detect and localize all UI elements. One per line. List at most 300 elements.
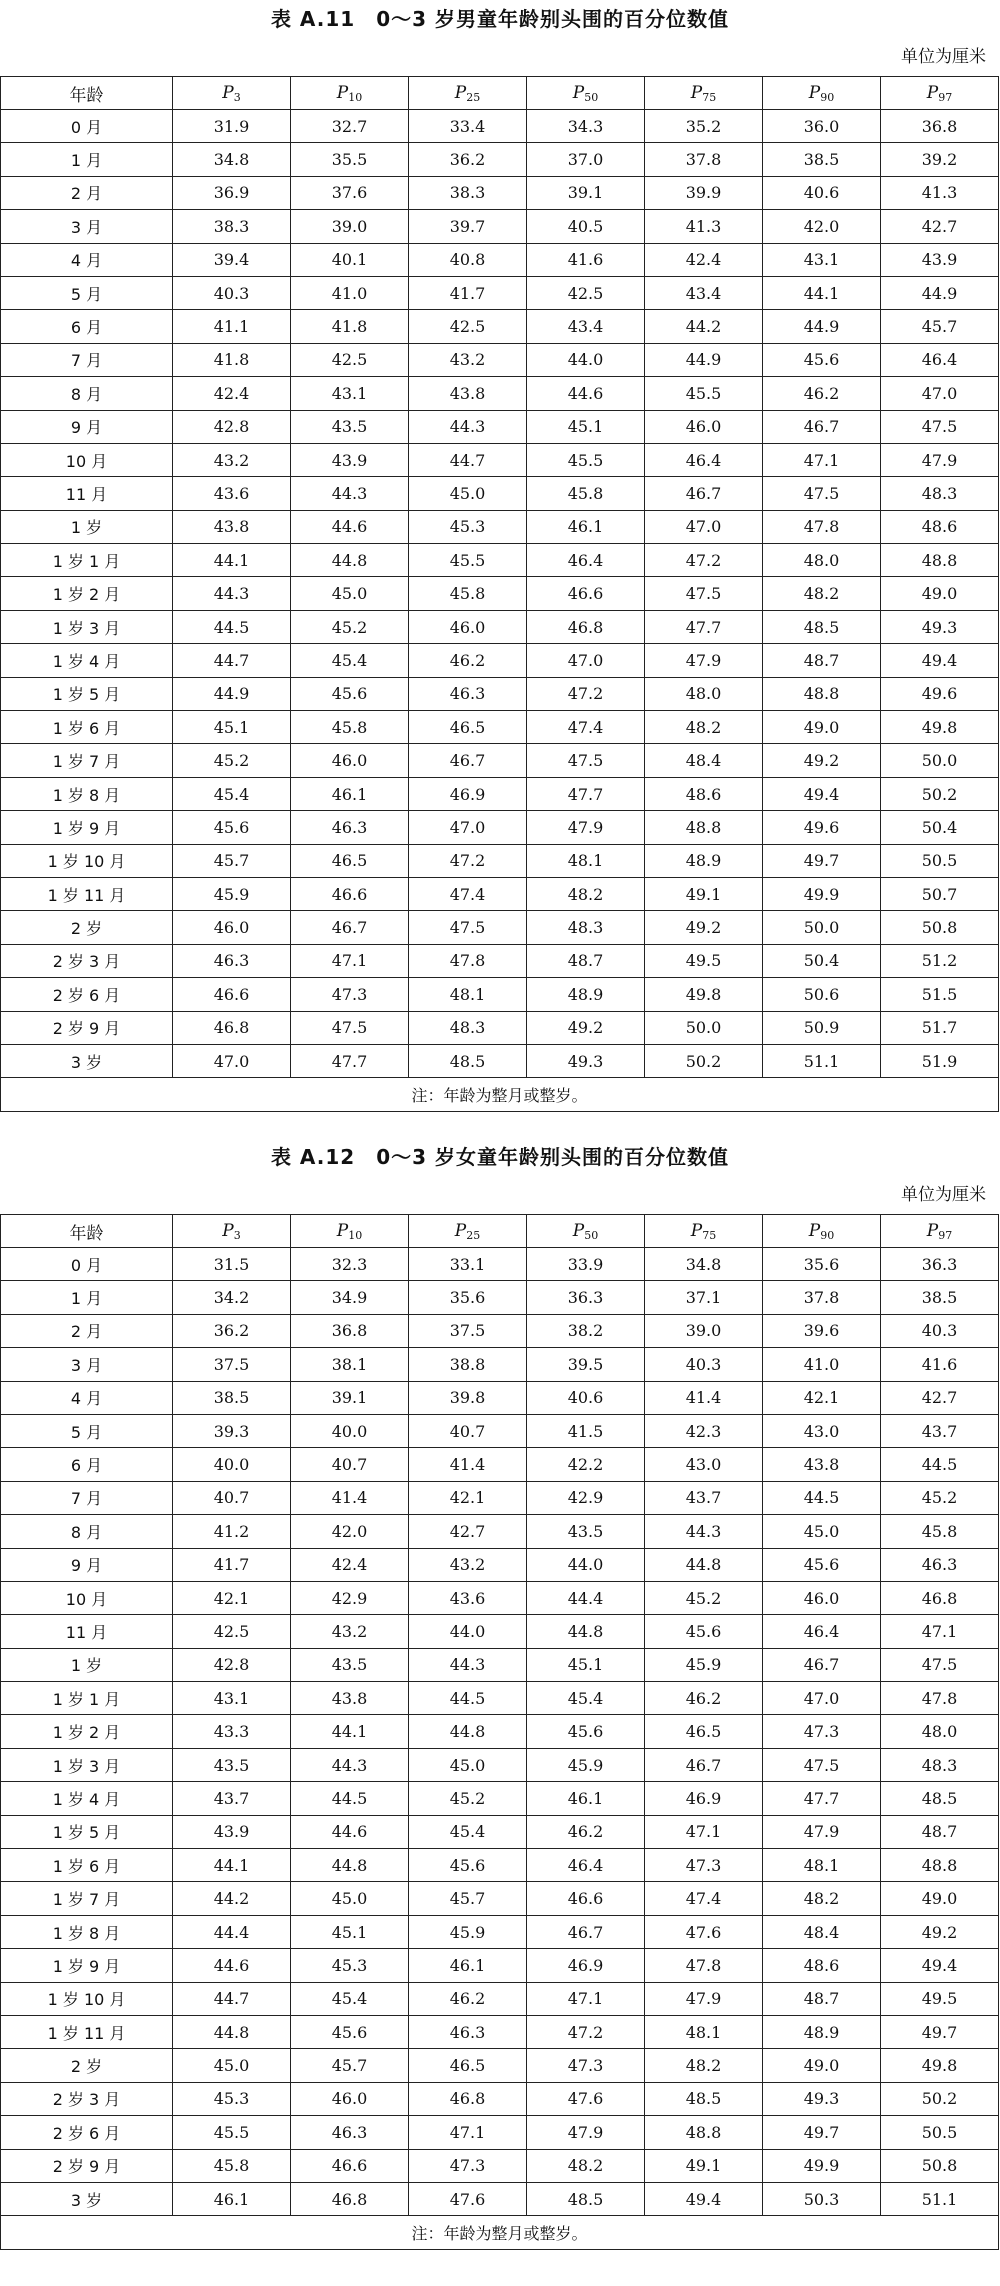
value-cell: 50.4 [881,811,999,844]
table-row [1,711,999,744]
value-cell: 43.2 [173,443,291,476]
value-cell: 45.6 [409,1849,527,1882]
value-cell: 41.4 [645,1381,763,1414]
value-cell: 49.9 [763,877,881,910]
value-cell: 46.3 [291,2116,409,2149]
value-cell: 44.9 [763,310,881,343]
table-row [1,2149,999,2182]
value-cell: 45.2 [881,1481,999,1514]
value-cell: 47.7 [763,1782,881,1815]
value-cell: 44.5 [881,1448,999,1481]
value-cell: 46.3 [409,2015,527,2048]
value-cell: 40.6 [527,1381,645,1414]
value-cell: 45.4 [291,644,409,677]
value-cell: 45.7 [291,2049,409,2082]
value-cell: 48.5 [527,2182,645,2215]
value-cell: 47.8 [409,944,527,977]
value-cell: 48.6 [881,510,999,543]
table-row [1,2082,999,2115]
value-cell: 41.3 [881,176,999,209]
value-cell: 48.3 [527,911,645,944]
age-cell: 4 月 [1,243,173,276]
table-row [1,744,999,777]
table-row [1,2049,999,2082]
value-cell: 45.5 [409,544,527,577]
value-cell: 48.0 [881,1715,999,1748]
value-cell: 45.0 [291,1882,409,1915]
value-cell: 43.9 [881,243,999,276]
value-cell: 34.2 [173,1281,291,1314]
value-cell: 40.0 [173,1448,291,1481]
value-cell: 43.2 [291,1615,409,1648]
percentile-subscript: 90 [820,90,835,104]
value-cell: 45.0 [409,1748,527,1781]
value-cell: 42.8 [173,1648,291,1681]
value-cell: 45.0 [409,477,527,510]
age-cell: 5 月 [1,276,173,309]
table-row [1,544,999,577]
value-cell: 42.7 [881,210,999,243]
value-cell: 46.2 [409,1982,527,2015]
value-cell: 45.6 [763,1548,881,1581]
value-cell: 46.2 [409,644,527,677]
table-row [1,2015,999,2048]
value-cell: 49.5 [881,1982,999,2015]
value-cell: 47.7 [527,777,645,810]
value-cell: 51.5 [881,978,999,1011]
value-cell: 45.4 [291,1982,409,2015]
value-cell: 46.4 [527,1849,645,1882]
value-cell: 47.8 [763,510,881,543]
table-row [1,1481,999,1514]
table-row [1,1548,999,1581]
value-cell: 49.3 [881,610,999,643]
value-cell: 42.4 [173,377,291,410]
value-cell: 49.4 [763,777,881,810]
value-cell: 49.7 [763,2116,881,2149]
value-cell: 43.2 [409,1548,527,1581]
value-cell: 40.5 [527,210,645,243]
value-cell: 48.5 [881,1782,999,1815]
value-cell: 49.1 [645,2149,763,2182]
percentile-letter: P [336,1220,349,1241]
value-cell: 36.9 [173,176,291,209]
value-cell: 45.2 [645,1581,763,1614]
value-cell: 34.8 [173,143,291,176]
percentile-letter: P [572,1220,585,1241]
percentile-subscript: 97 [938,1228,953,1242]
value-cell: 48.1 [527,844,645,877]
value-cell: 40.7 [173,1481,291,1514]
value-cell: 47.0 [527,644,645,677]
unit-label: 单位为厘米 [901,1185,986,1205]
percentile-letter: P [572,82,585,103]
age-cell: 2 岁 3 月 [1,944,173,977]
value-cell: 43.4 [527,310,645,343]
value-cell: 37.6 [291,176,409,209]
value-cell: 44.9 [645,343,763,376]
table-row [1,644,999,677]
percentile-column-header [409,1215,527,1248]
table-row [1,1448,999,1481]
age-cell: 6 月 [1,1448,173,1481]
value-cell: 47.1 [409,2116,527,2149]
table-row [1,1581,999,1614]
value-cell: 46.5 [409,711,527,744]
value-cell: 50.5 [881,2116,999,2149]
value-cell: 47.7 [645,610,763,643]
value-cell: 51.7 [881,1011,999,1044]
value-cell: 41.7 [173,1548,291,1581]
value-cell: 44.8 [291,1849,409,1882]
age-cell: 1 岁 6 月 [1,1849,173,1882]
value-cell: 35.5 [291,143,409,176]
value-cell: 50.8 [881,2149,999,2182]
value-cell: 46.0 [291,744,409,777]
value-cell: 41.6 [881,1348,999,1381]
value-cell: 45.6 [645,1615,763,1648]
value-cell: 42.5 [409,310,527,343]
value-cell: 47.3 [645,1849,763,1882]
age-cell: 2 月 [1,176,173,209]
age-cell: 4 月 [1,1381,173,1414]
value-cell: 46.6 [527,1882,645,1915]
value-cell: 41.4 [291,1481,409,1514]
table-row [1,143,999,176]
value-cell: 45.3 [291,1949,409,1982]
age-cell: 1 岁 [1,1648,173,1681]
value-cell: 43.0 [645,1448,763,1481]
value-cell: 43.8 [409,377,527,410]
value-cell: 48.0 [645,677,763,710]
value-cell: 41.0 [291,276,409,309]
value-cell: 40.1 [291,243,409,276]
value-cell: 47.9 [645,644,763,677]
value-cell: 43.2 [409,343,527,376]
percentile-column-header [291,77,409,110]
value-cell: 37.8 [763,1281,881,1314]
value-cell: 45.1 [527,410,645,443]
age-column-header: 年龄 [1,1215,173,1248]
value-cell: 48.2 [763,577,881,610]
value-cell: 41.7 [409,276,527,309]
value-cell: 50.2 [645,1044,763,1077]
value-cell: 42.3 [645,1414,763,1447]
value-cell: 37.5 [173,1348,291,1381]
percentile-subscript: 3 [233,1228,241,1242]
value-cell: 44.0 [527,343,645,376]
value-cell: 50.5 [881,844,999,877]
value-cell: 40.3 [881,1314,999,1347]
value-cell: 42.0 [291,1515,409,1548]
percentile-letter: P [454,82,467,103]
value-cell: 51.1 [881,2182,999,2215]
value-cell: 50.6 [763,978,881,1011]
value-cell: 35.6 [763,1248,881,1281]
value-cell: 48.1 [763,1849,881,1882]
value-cell: 46.7 [291,911,409,944]
value-cell: 36.3 [881,1248,999,1281]
value-cell: 47.3 [763,1715,881,1748]
value-cell: 47.0 [173,1044,291,1077]
value-cell: 41.1 [173,310,291,343]
age-cell: 2 岁 [1,911,173,944]
value-cell: 40.3 [173,276,291,309]
value-cell: 42.1 [409,1481,527,1514]
value-cell: 43.8 [291,1682,409,1715]
value-cell: 42.7 [409,1515,527,1548]
value-cell: 46.1 [409,1949,527,1982]
value-cell: 46.9 [645,1782,763,1815]
value-cell: 39.9 [645,176,763,209]
percentile-column-header [763,77,881,110]
value-cell: 43.7 [881,1414,999,1447]
value-cell: 46.9 [409,777,527,810]
value-cell: 39.2 [881,143,999,176]
table-row [1,1281,999,1314]
value-cell: 47.1 [881,1615,999,1648]
age-cell: 1 岁 7 月 [1,1882,173,1915]
age-cell: 1 岁 2 月 [1,577,173,610]
value-cell: 45.3 [409,510,527,543]
table-note: 注：年龄为整月或整岁。 [1,2216,999,2249]
age-cell: 2 岁 [1,2049,173,2082]
value-cell: 46.8 [881,1581,999,1614]
value-cell: 47.4 [409,877,527,910]
value-cell: 44.3 [409,410,527,443]
value-cell: 47.5 [291,1011,409,1044]
value-cell: 40.8 [409,243,527,276]
percentile-column-header [409,77,527,110]
age-cell: 10 月 [1,1581,173,1614]
age-cell: 2 岁 3 月 [1,2082,173,2115]
value-cell: 47.3 [409,2149,527,2182]
age-cell: 7 月 [1,1481,173,1514]
value-cell: 46.7 [763,1648,881,1681]
value-cell: 43.0 [763,1414,881,1447]
value-cell: 44.9 [881,276,999,309]
table-row [1,1648,999,1681]
value-cell: 49.9 [763,2149,881,2182]
value-cell: 46.4 [763,1615,881,1648]
value-cell: 45.6 [527,1715,645,1748]
value-cell: 34.3 [527,110,645,143]
value-cell: 51.1 [763,1044,881,1077]
value-cell: 49.4 [645,2182,763,2215]
value-cell: 36.2 [173,1314,291,1347]
age-cell: 3 月 [1,210,173,243]
age-cell: 10 月 [1,443,173,476]
value-cell: 44.8 [173,2015,291,2048]
percentile-letter: P [926,1220,939,1241]
table-row [1,978,999,1011]
value-cell: 45.8 [881,1515,999,1548]
note-row [1,2216,999,2249]
value-cell: 46.1 [527,1782,645,1815]
age-cell: 1 岁 4 月 [1,1782,173,1815]
value-cell: 46.8 [527,610,645,643]
percentile-column-header [173,77,291,110]
table-row [1,1915,999,1948]
value-cell: 48.7 [881,1815,999,1848]
value-cell: 47.6 [527,2082,645,2115]
value-cell: 48.2 [645,711,763,744]
percentile-subscript: 25 [466,1228,481,1242]
value-cell: 44.0 [409,1615,527,1648]
age-cell: 1 岁 1 月 [1,1682,173,1715]
value-cell: 46.4 [881,343,999,376]
value-cell: 31.5 [173,1248,291,1281]
value-cell: 44.1 [173,544,291,577]
value-cell: 47.5 [409,911,527,944]
value-cell: 38.2 [527,1314,645,1347]
value-cell: 47.9 [763,1815,881,1848]
value-cell: 38.8 [409,1348,527,1381]
age-cell: 1 岁 8 月 [1,1915,173,1948]
value-cell: 42.8 [173,410,291,443]
value-cell: 44.1 [173,1849,291,1882]
age-cell: 7 月 [1,343,173,376]
age-cell: 1 岁 2 月 [1,1715,173,1748]
value-cell: 44.3 [645,1515,763,1548]
value-cell: 41.3 [645,210,763,243]
table-row [1,210,999,243]
value-cell: 43.3 [173,1715,291,1748]
value-cell: 37.5 [409,1314,527,1347]
value-cell: 47.0 [645,510,763,543]
value-cell: 42.9 [291,1581,409,1614]
value-cell: 44.8 [291,544,409,577]
value-cell: 44.5 [763,1481,881,1514]
value-cell: 39.5 [527,1348,645,1381]
age-cell: 2 岁 6 月 [1,2116,173,2149]
value-cell: 35.6 [409,1281,527,1314]
value-cell: 46.4 [527,544,645,577]
value-cell: 46.2 [527,1815,645,1848]
value-cell: 46.3 [881,1548,999,1581]
table-row [1,1849,999,1882]
value-cell: 50.9 [763,1011,881,1044]
value-cell: 44.2 [173,1882,291,1915]
value-cell: 39.4 [173,243,291,276]
value-cell: 45.2 [173,744,291,777]
age-cell: 1 岁 3 月 [1,1748,173,1781]
value-cell: 42.4 [645,243,763,276]
value-cell: 42.7 [881,1381,999,1414]
value-cell: 47.6 [645,1915,763,1948]
table-row [1,677,999,710]
age-cell: 1 岁 11 月 [1,877,173,910]
table-title: 表 A.11 0～3 岁男童年龄别头围的百分位数值 [270,7,730,31]
table-row [1,777,999,810]
table-row [1,1715,999,1748]
age-cell: 0 月 [1,1248,173,1281]
percentile-column-header [881,77,999,110]
table-row [1,110,999,143]
value-cell: 50.0 [763,911,881,944]
value-cell: 48.1 [645,2015,763,2048]
value-cell: 46.1 [173,2182,291,2215]
value-cell: 50.7 [881,877,999,910]
value-cell: 42.1 [173,1581,291,1614]
percentile-letter: P [690,1220,703,1241]
value-cell: 46.0 [409,610,527,643]
note-row [1,1078,999,1111]
value-cell: 47.4 [645,1882,763,1915]
value-cell: 32.3 [291,1248,409,1281]
value-cell: 45.4 [527,1682,645,1715]
age-cell: 1 岁 10 月 [1,1982,173,2015]
age-cell: 1 岁 8 月 [1,777,173,810]
value-cell: 49.8 [645,978,763,1011]
value-cell: 45.1 [527,1648,645,1681]
value-cell: 42.5 [291,343,409,376]
value-cell: 47.0 [881,377,999,410]
percentile-column-header [527,1215,645,1248]
value-cell: 45.3 [173,2082,291,2115]
value-cell: 48.2 [763,1882,881,1915]
value-cell: 43.9 [291,443,409,476]
value-cell: 43.6 [173,477,291,510]
value-cell: 48.8 [881,544,999,577]
age-cell: 3 月 [1,1348,173,1381]
table-row [1,1682,999,1715]
value-cell: 44.3 [173,577,291,610]
value-cell: 45.8 [173,2149,291,2182]
value-cell: 44.4 [527,1581,645,1614]
value-cell: 43.8 [173,510,291,543]
age-cell: 9 月 [1,1548,173,1581]
value-cell: 48.2 [527,2149,645,2182]
value-cell: 36.2 [409,143,527,176]
value-cell: 41.6 [527,243,645,276]
value-cell: 48.5 [763,610,881,643]
value-cell: 39.8 [409,1381,527,1414]
value-cell: 46.2 [763,377,881,410]
value-cell: 48.5 [645,2082,763,2115]
value-cell: 48.0 [763,544,881,577]
value-cell: 42.5 [527,276,645,309]
table-row [1,1615,999,1648]
value-cell: 45.8 [409,577,527,610]
value-cell: 48.3 [409,1011,527,1044]
value-cell: 45.9 [645,1648,763,1681]
table-row [1,1381,999,1414]
percentile-letter: P [808,82,821,103]
table-row [1,1314,999,1347]
value-cell: 44.3 [291,1748,409,1781]
table-row [1,1348,999,1381]
value-cell: 46.0 [291,2082,409,2115]
value-cell: 47.5 [645,577,763,610]
value-cell: 50.0 [881,744,999,777]
value-cell: 47.0 [409,811,527,844]
age-cell: 1 岁 6 月 [1,711,173,744]
value-cell: 46.7 [527,1915,645,1948]
table-row [1,610,999,643]
value-cell: 45.9 [527,1748,645,1781]
value-cell: 47.2 [409,844,527,877]
value-cell: 43.6 [409,1581,527,1614]
table-row [1,443,999,476]
table-row [1,944,999,977]
age-cell: 3 岁 [1,2182,173,2215]
value-cell: 36.8 [881,110,999,143]
value-cell: 45.2 [291,610,409,643]
table-row [1,1748,999,1781]
table-row [1,477,999,510]
value-cell: 46.4 [645,443,763,476]
